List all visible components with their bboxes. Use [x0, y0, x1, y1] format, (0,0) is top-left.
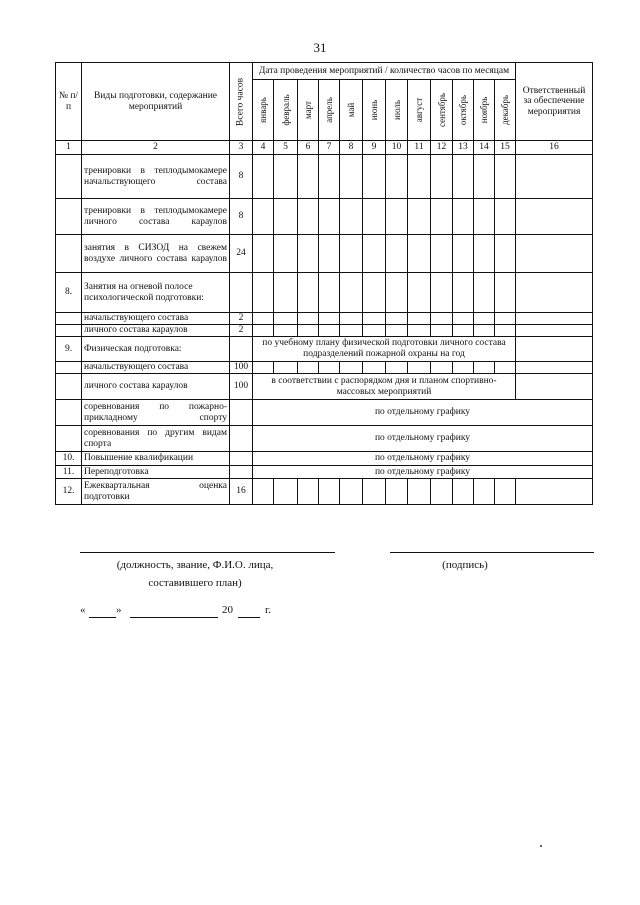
month-cell: январь — [253, 80, 274, 141]
position-caption-line-1: (должность, звание, Ф.И.О. лица, — [116, 559, 274, 571]
row-number: 9. — [56, 337, 82, 362]
training-plan-table — [55, 62, 593, 505]
header-types: Виды подготовки, содержание мероприятий — [82, 63, 230, 141]
col-number: 14 — [474, 141, 495, 155]
header-num: № п/п — [56, 63, 82, 141]
row-text: личного состава караулов — [82, 374, 230, 400]
col-number: 11 — [408, 141, 431, 155]
row-number — [56, 313, 82, 325]
position-line — [80, 552, 335, 553]
table-row — [56, 479, 593, 505]
col-number: 5 — [274, 141, 298, 155]
row-number — [56, 400, 82, 426]
table-row — [56, 199, 593, 235]
date-year-prefix: 20 — [222, 604, 233, 616]
row-text: Повышение квалификации — [82, 452, 230, 466]
col-number: 2 — [82, 141, 230, 155]
col-number: 1 — [56, 141, 82, 155]
table-row — [56, 400, 593, 426]
date-year-line — [238, 617, 260, 618]
month-cell: июль — [386, 80, 408, 141]
col-number: 6 — [298, 141, 319, 155]
col-number: 4 — [253, 141, 274, 155]
col-number: 3 — [230, 141, 253, 155]
row-text: Ежеквартальная оценка подготовки — [82, 479, 230, 505]
row-text: Переподготовка — [82, 466, 230, 479]
signature-caption: (подпись) — [442, 559, 488, 571]
row-hours — [230, 273, 253, 313]
row-text: личного состава караулов — [82, 325, 230, 337]
month-cell: сентябрь — [431, 80, 453, 141]
row-hours: 16 — [230, 479, 253, 505]
row-hours: 24 — [230, 235, 253, 273]
row-hours — [230, 337, 253, 362]
col-number: 15 — [495, 141, 516, 155]
row-number: 10. — [56, 452, 82, 466]
date-month-line — [130, 617, 218, 618]
row-hours — [230, 452, 253, 466]
table-row — [56, 426, 593, 452]
table-row — [56, 337, 593, 362]
col-number: 16 — [516, 141, 593, 155]
row-note: по отдельному графику — [253, 400, 593, 426]
header-total-hours: Всего часов — [230, 63, 253, 141]
date-open-quote: « — [80, 604, 86, 616]
date-close-quote: » — [116, 604, 122, 616]
col-number: 13 — [453, 141, 474, 155]
month-cell: октябрь — [453, 80, 474, 141]
header-responsible: Ответственный за обеспечение мероприятия — [516, 63, 593, 141]
row-note: по отдельному графику — [253, 426, 593, 452]
row-hours: 8 — [230, 155, 253, 199]
row-hours: 2 — [230, 313, 253, 325]
row-note: по отдельному графику — [253, 466, 593, 479]
row-text: соревнования по пожарно-прикладному спорту — [82, 400, 230, 426]
month-cell: июнь — [363, 80, 386, 141]
col-number: 7 — [319, 141, 340, 155]
page-number: 31 — [313, 40, 327, 55]
month-cell: август — [408, 80, 431, 141]
col-number: 9 — [363, 141, 386, 155]
row-text: соревнования по другим видам спорта — [82, 426, 230, 452]
table-row — [56, 325, 593, 337]
table-row — [56, 452, 593, 466]
row-number — [56, 362, 82, 374]
row-note: по отдельному графику — [253, 452, 593, 466]
table-row — [56, 155, 593, 199]
column-numbers-row — [56, 141, 593, 155]
month-cell: февраль — [274, 80, 298, 141]
row-number — [56, 235, 82, 273]
row-number — [56, 199, 82, 235]
position-caption — [100, 559, 290, 589]
row-hours — [230, 466, 253, 479]
row-hours — [230, 400, 253, 426]
row-text: тренировки в теплодымокамере личного состава караулов — [82, 199, 230, 235]
month-cell: декабрь — [495, 80, 516, 141]
date-day-line — [89, 617, 116, 618]
table-row — [56, 374, 593, 400]
row-text: Занятия на огневой полосе психологической подготовки: — [82, 273, 230, 313]
position-caption-line-2: составившего план) — [148, 577, 242, 589]
signature-line — [390, 552, 594, 553]
month-cell: апрель — [319, 80, 340, 141]
row-text: начальствующего состава — [82, 313, 230, 325]
header-dates: Дата проведения мероприятий / количество часов по месяцам — [253, 63, 516, 80]
col-number: 8 — [340, 141, 363, 155]
row-hours — [230, 426, 253, 452]
row-number: 12. — [56, 479, 82, 505]
row-hours: 100 — [230, 374, 253, 400]
row-number — [56, 155, 82, 199]
row-number: 11. — [56, 466, 82, 479]
scan-speck — [540, 845, 542, 847]
row-text: Физическая подготовка: — [82, 337, 230, 362]
row-number — [56, 426, 82, 452]
row-text: тренировки в теплодымокамере начальствующего состава — [82, 155, 230, 199]
row-hours: 2 — [230, 325, 253, 337]
row-number — [56, 325, 82, 337]
col-number: 12 — [431, 141, 453, 155]
month-cell: ноябрь — [474, 80, 495, 141]
month-cell: март — [298, 80, 319, 141]
row-number: 8. — [56, 273, 82, 313]
row-text: занятия в СИЗОД на свежем воздухе личного состава караулов — [82, 235, 230, 273]
table-row — [56, 235, 593, 273]
table-row — [56, 466, 593, 479]
row-number — [56, 374, 82, 400]
row-hours: 8 — [230, 199, 253, 235]
table-row — [56, 313, 593, 325]
month-cell: май — [340, 80, 363, 141]
table-row — [56, 362, 593, 374]
row-hours: 100 — [230, 362, 253, 374]
row-note: в соответствии с распорядком дня и планом спортивно-массовых мероприятий — [253, 374, 516, 400]
date-year-suffix: г. — [265, 604, 272, 616]
col-number: 10 — [386, 141, 408, 155]
header-row — [56, 63, 593, 80]
row-note: по учебному плану физической подготовки личного состава подразделений пожарной охраны на год — [253, 337, 516, 362]
table-row — [56, 273, 593, 313]
row-text: начальствующего состава — [82, 362, 230, 374]
